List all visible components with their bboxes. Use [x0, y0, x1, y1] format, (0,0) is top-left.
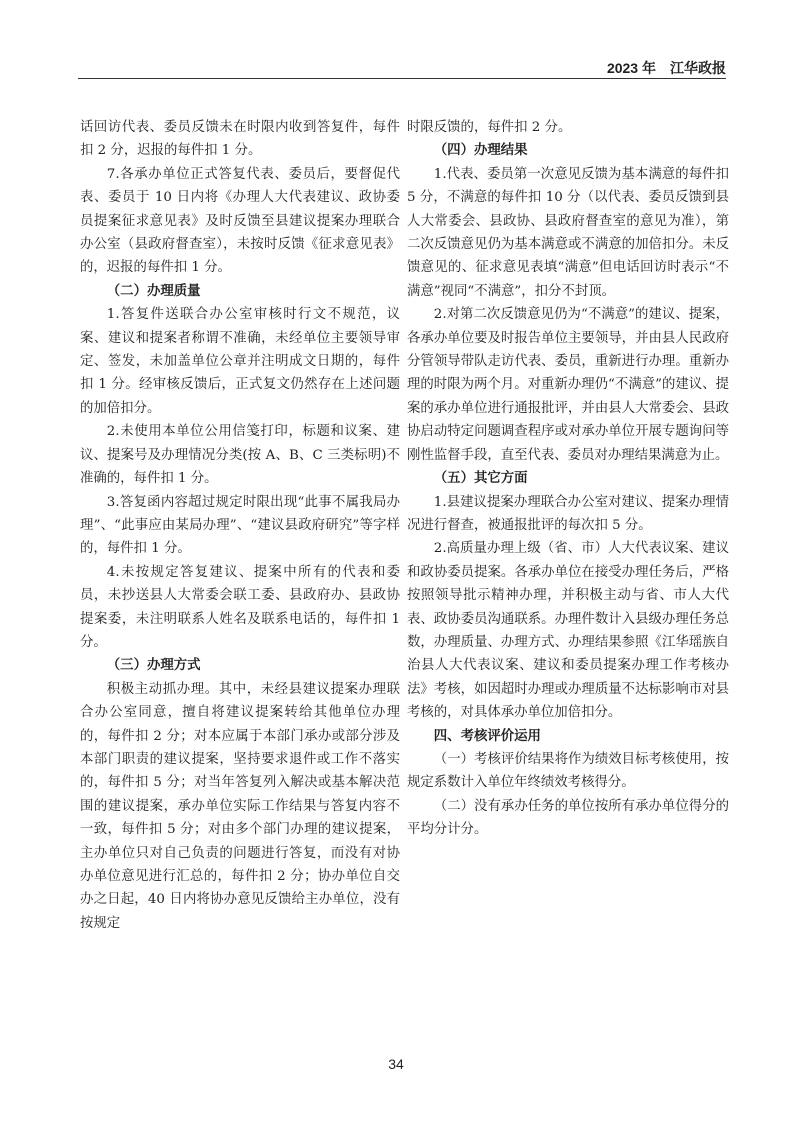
subsection-heading: （五）其它方面 [433, 470, 528, 487]
paragraph: 7.各承办单位正式答复代表、委员后，要督促代表、委员于 10 日内将《办理人大代表建议、政协委员提案征求意见表》及时反馈至县建议提案办理联合办公室（县政府督查室），未按时反馈《征求意见表》的，迟报的每件扣 1 分。 [80, 166, 400, 276]
right-column [407, 116, 729, 842]
subsection-heading: （二）办理质量 [106, 282, 201, 299]
paragraph: （二）没有承办任务的单位按所有承办单位得分的平均分计分。 [407, 798, 729, 838]
left-column [80, 116, 400, 935]
paragraph: 积极主动抓办理。其中，未经县建议提案办理联合办公室同意，擅自将建议提案转给其他单位办理的，每件扣 2 分；对本应属于本部门承办或部分涉及本部门职责的建议提案，坚持要求退件或工作不落实的，每件扣 5 分；对当年答复列入解决或基本解决范围的建议提案，承办单位实际工作结果与答复内容不一致，每件扣 5 分；对由多个部门办理的建议提案，主办单位只对自己负责的问题进行答复，而没有对协办单位意见进行汇总的，每件扣 2 分；协办单位自交办之日起，40 日内将协办意见反馈给主办单位，没有按规定 [80, 681, 400, 931]
paragraph: 1.县建议提案办理联合办公室对建议、提案办理情况进行督查，被通报批评的每次扣 5 分。 [407, 494, 729, 533]
paragraph: 1.代表、委员第一次意见反馈为基本满意的每件扣 5 分，不满意的每件扣 10 分（以代表、委员反馈到县人大常委会、县政协、县政府督查室的意见为准），第二次反馈意见仍为基本满意或不满意的加倍扣分。未反馈意见的、征求意见表填“满意”但电话回访时表示“不满意”视同“不满意”，扣分不封顶。 [407, 166, 729, 299]
paragraph: 2.对第二次反馈意见仍为“不满意”的建议、提案，各承办单位要及时报告单位主要领导，并由县人民政府分管领导带队走访代表、委员，重新进行办理。重新办理的时限为两个月。对重新办理仍“不满意”的建议、提案的承办单位进行通报批评，并由县人大常委会、县政协启动特定问题调查程序或对承办单位开展专题询问等刚性监督手段，直至代表、委员对办理结果满意为止。 [407, 307, 729, 463]
subsection-heading: （三）办理方式 [106, 657, 201, 674]
header-rule [78, 78, 726, 79]
running-header [78, 58, 726, 78]
header-year: 2023 年 [606, 60, 656, 76]
paragraph: 4.未按规定答复建议、提案中所有的代表和委员，未抄送县人大常委会联工委、县政府办、县政协提案委，未注明联系人姓名及联系电话的，每件扣 1 分。 [80, 564, 400, 650]
header-text [607, 58, 726, 78]
paragraph: 1.答复件送联合办公室审核时行文不规范，议案、建议和提案者称谓不准确，未经单位主要领导审定、签发，未加盖单位公章并注明成文日期的，每件扣 1 分。经审核反馈后，正式复文仍然存在上述问题的加倍扣分。 [80, 307, 400, 416]
header-title: 江华政报 [670, 60, 726, 76]
paragraph: 话回访代表、委员反馈未在时限内收到答复件，每件扣 2 分，迟报的每件扣 1 分。 [80, 120, 400, 159]
paragraph: 2.未使用本单位公用信笺打印，标题和议案、建议、提案号及办理情况分类(按 A、B、C 三类标明)不准确的，每件扣 1 分。 [80, 424, 400, 487]
subsection-heading: （四）办理结果 [433, 142, 528, 159]
page-number: 34 [388, 1056, 404, 1072]
paragraph: 时限反馈的，每件扣 2 分。 [407, 120, 572, 135]
paragraph: （一）考核评价结果将作为绩效目标考核使用，按规定系数计入单位年终绩效考核得分。 [407, 751, 729, 791]
section-heading: 四、考核评价运用 [433, 727, 541, 744]
paragraph: 2.高质量办理上级（省、市）人大代表议案、建议和政协委员提案。各承办单位在接受办理任务后，严格按照领导批示精神办理，并积极主动与省、市人大代表、政协委员沟通联系。办理件数计入县级办理任务总数，办理质量、办理方式、办理结果参照《江华瑶族自治县人大代表议案、建议和委员提案办理工作考核办法》考核，如因超时办理或办理质量不达标影响市对县考核的，对具体承办单位加倍扣分。 [407, 541, 729, 721]
paragraph: 3.答复函内容超过规定时限出现“此事不属我局办理”、“此事应由某局办理”、“建议县政府研究”等字样的，每件扣 1 分。 [80, 494, 400, 557]
